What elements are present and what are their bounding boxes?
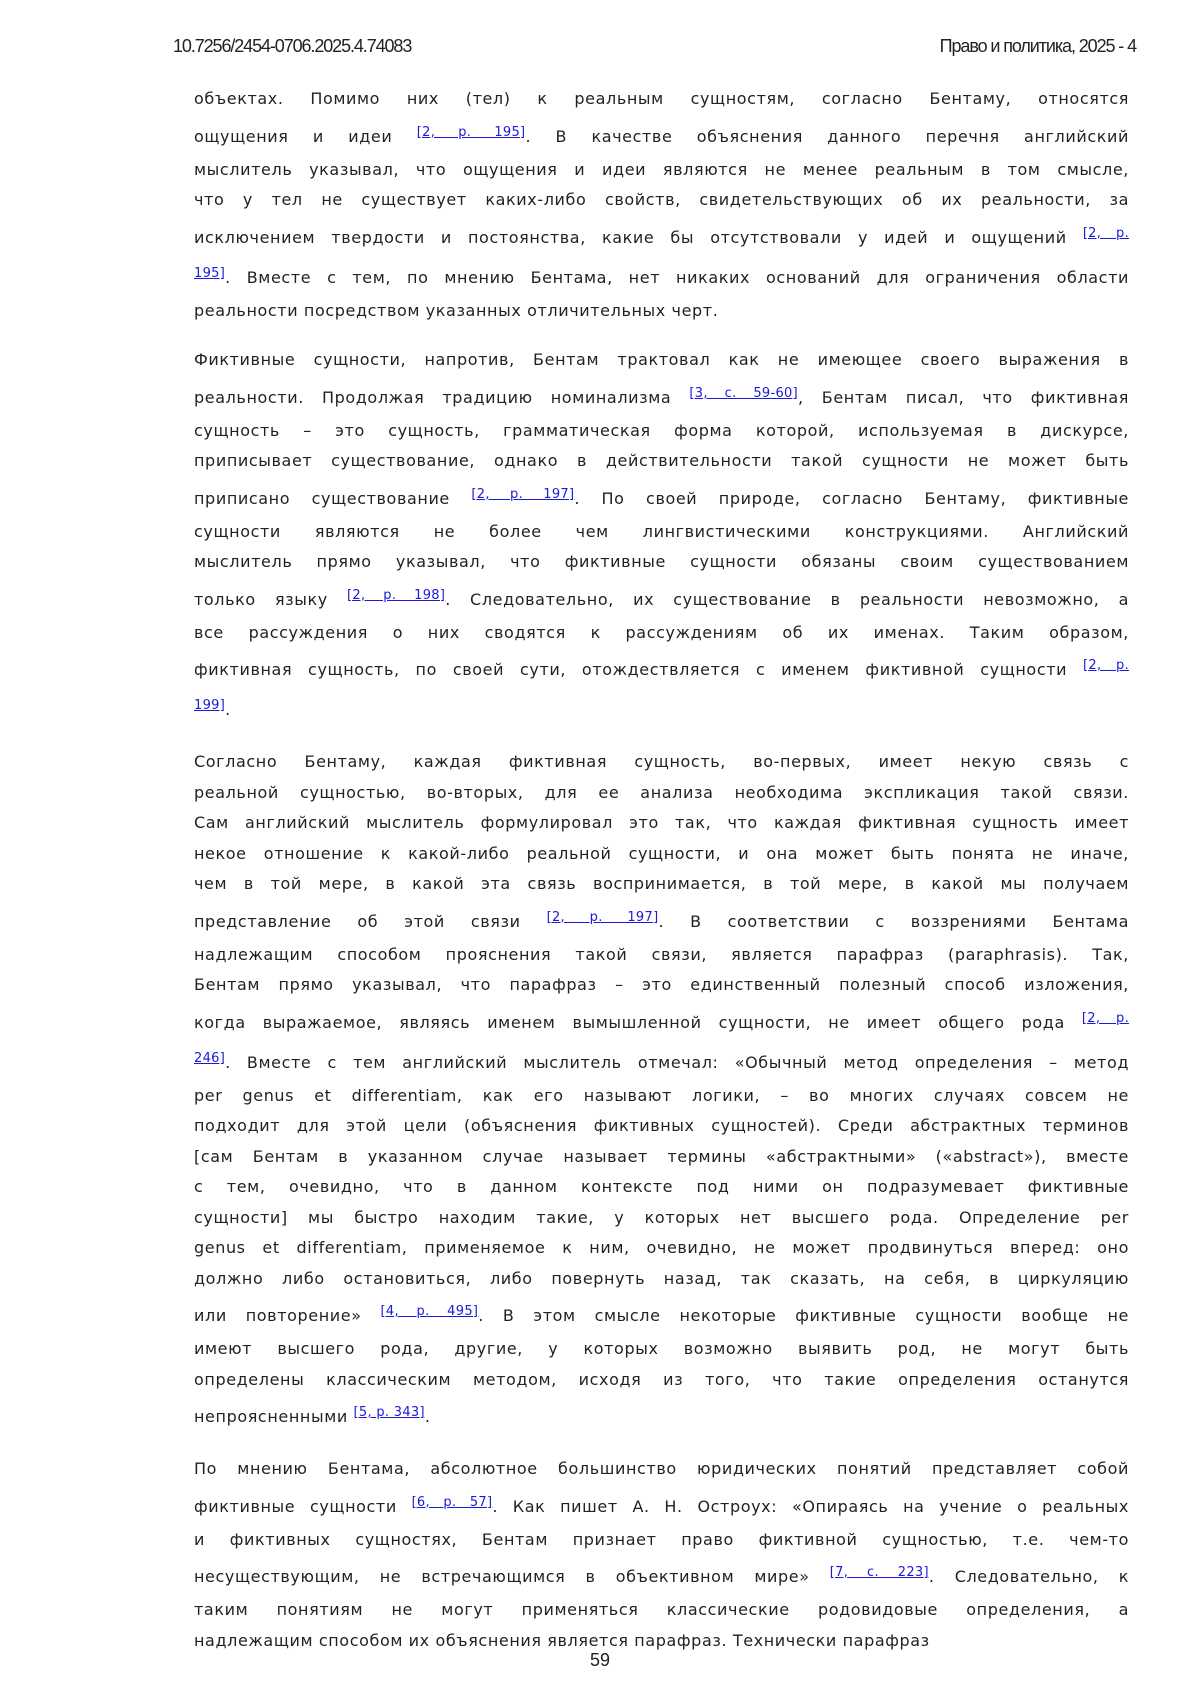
citation-link[interactable]: 246] [194, 1051, 225, 1066]
text-segment: genus et differentiam, применяемое к ним, очевидно, не может продвинуться вперед: оно [194, 1238, 1129, 1257]
text-segment: реальности посредством указанных отличительных черт. [194, 301, 718, 320]
text-segment: . Следовательно, их существование в реальности невозможно, а [445, 590, 1129, 609]
citation-link[interactable]: [2, p. 198] [347, 588, 445, 603]
text-line [194, 477, 1129, 517]
citation-link[interactable]: [2, p. [1083, 658, 1129, 673]
text-segment: определены классическим методом, исходя из того, что такие определения останутся [194, 1370, 1129, 1389]
citation-link[interactable]: [2, p. [1083, 226, 1129, 241]
paragraph [194, 747, 1129, 1435]
text-segment: реальности. Продолжая традицию номинализма [194, 388, 689, 407]
text-segment: . Следовательно, к [929, 1567, 1129, 1586]
text-segment: таким понятиям не могут применяться классические родовидовые определения, а [194, 1600, 1129, 1619]
text-segment: Бентам прямо указывал, что парафраз – это единственный полезный способ изложения, [194, 975, 1129, 994]
journal-header: Право и политика, 2025 - 4 [940, 36, 1136, 57]
text-segment: Согласно Бентаму, каждая фиктивная сущность, во-первых, имеет некую связь с [194, 752, 1129, 771]
text-segment: что у тел не существует каких-либо свойств, свидетельствующих об их реальности, за [194, 190, 1129, 209]
text-line [194, 1294, 1129, 1334]
text-line [194, 1172, 1129, 1203]
text-line [194, 256, 1129, 296]
citation-link[interactable]: [4, p. 495] [381, 1304, 479, 1319]
text-line [194, 839, 1129, 870]
text-segment: и фиктивных сущностях, Бентам признает право фиктивной сущностью, т.е. чем-то [194, 1530, 1129, 1549]
text-line [194, 1454, 1129, 1485]
text-line [194, 648, 1129, 688]
text-segment: . [225, 700, 231, 719]
citation-link[interactable]: 199] [194, 698, 225, 713]
text-line [194, 416, 1129, 447]
text-segment: . Вместе с тем английский мыслитель отмечал: «Обычный метод определения – метод [225, 1053, 1129, 1072]
text-line [194, 808, 1129, 839]
citation-link[interactable]: [5, p. 343] [354, 1405, 425, 1420]
text-line [194, 578, 1129, 618]
text-line [194, 940, 1129, 971]
text-line [194, 1142, 1129, 1173]
text-segment: надлежащим способом прояснения такой связи, является парафраз (paraphrasis). Так, [194, 945, 1129, 964]
text-segment: подходит для этой цели (объяснения фиктивных сущностей). Среди абстрактных терминов [194, 1116, 1129, 1135]
text-line [194, 1555, 1129, 1595]
text-segment: все рассуждения о них сводятся к рассуждениям об их именах. Таким образом, [194, 623, 1129, 642]
text-segment: несуществующим, не встречающимся в объективном мире» [194, 1567, 830, 1586]
text-segment: . В соответствии с воззрениями Бентама [658, 912, 1129, 931]
text-segment: . По своей природе, согласно Бентаму, фиктивные [574, 489, 1129, 508]
text-segment: По мнению Бентама, абсолютное большинство юридических понятий представляет собой [194, 1459, 1129, 1478]
text-segment: некое отношение к какой-либо реальной сущности, и она может быть понята не иначе, [194, 844, 1129, 863]
text-line [194, 970, 1129, 1001]
text-segment: должно либо остановиться, либо повернуть назад, так сказать, на себя, в циркуляцию [194, 1269, 1129, 1288]
text-line [194, 1203, 1129, 1234]
text-line [194, 1365, 1129, 1396]
text-line [194, 446, 1129, 477]
text-segment: чем в той мере, в какой эта связь воспринимается, в той мере, в какой мы получаем [194, 874, 1129, 893]
text-line [194, 296, 1129, 327]
text-line [194, 900, 1129, 940]
text-line [194, 869, 1129, 900]
text-segment: приписывает существование, однако в действительности такой сущности не может быть [194, 451, 1129, 470]
text-segment: per genus et differentiam, как его называют логики, – во многих случаях совсем не [194, 1086, 1129, 1105]
text-segment: фиктивная сущность, по своей сути, отождествляется с именем фиктивной сущности [194, 660, 1083, 679]
text-line [194, 778, 1129, 809]
text-segment: . Вместе с тем, по мнению Бентама, нет никаких оснований для ограничения области [225, 268, 1129, 287]
text-line [194, 1334, 1129, 1365]
text-segment: сущности] мы быстро находим такие, у которых нет высшего рода. Определение per [194, 1208, 1129, 1227]
paragraph [194, 345, 1129, 728]
text-line [194, 376, 1129, 416]
text-segment: Фиктивные сущности, напротив, Бентам трактовал как не имеющее своего выражения в [194, 350, 1129, 369]
citation-link[interactable]: 195] [194, 266, 225, 281]
text-segment: . В качестве объяснения данного перечня английский [525, 127, 1129, 146]
text-segment: приписано существование [194, 489, 471, 508]
text-line [194, 216, 1129, 256]
text-line [194, 115, 1129, 155]
text-line [194, 185, 1129, 216]
text-line [194, 688, 1129, 728]
text-segment: исключением твердости и постоянства, какие бы отсутствовали у идей и ощущений [194, 228, 1083, 247]
text-line [194, 155, 1129, 186]
text-segment: . [425, 1407, 431, 1426]
text-segment: Сам английский мыслитель формулировал это так, что каждая фиктивная сущность имеет [194, 813, 1129, 832]
text-segment: только языку [194, 590, 347, 609]
text-line [194, 1041, 1129, 1081]
text-line [194, 1111, 1129, 1142]
text-line [194, 1485, 1129, 1525]
text-line [194, 345, 1129, 376]
text-segment: . В этом смысле некоторые фиктивные сущности вообще не [478, 1306, 1129, 1325]
text-segment: объектах. Помимо них (тел) к реальным сущностям, согласно Бентаму, относятся [194, 89, 1129, 108]
citation-link[interactable]: [2, p. [1082, 1011, 1129, 1026]
citation-link[interactable]: [2, p. 195] [417, 125, 526, 140]
text-segment: ощущения и идеи [194, 127, 417, 146]
paragraph [194, 84, 1129, 326]
article-body [194, 84, 1129, 1675]
doi-header: 10.7256/2454-0706.2025.4.74083 [173, 36, 411, 57]
text-line [194, 618, 1129, 649]
text-segment: , Бентам писал, что фиктивная [798, 388, 1129, 407]
text-segment: непроясненными [194, 1407, 354, 1426]
citation-link[interactable]: [6, p. 57] [412, 1495, 493, 1510]
text-line [194, 1001, 1129, 1041]
text-segment: фиктивные сущности [194, 1497, 412, 1516]
citation-link[interactable]: [7, с. 223] [830, 1565, 929, 1580]
text-segment: мыслитель указывал, что ощущения и идеи являются не менее реальным в том смысле, [194, 160, 1129, 179]
text-line [194, 1081, 1129, 1112]
text-segment: или повторение» [194, 1306, 381, 1325]
text-segment: . Как пишет А. Н. Остроух: «Опираясь на учение о реальных [492, 1497, 1129, 1516]
page-number: 59 [0, 1650, 1200, 1671]
text-segment: представление об этой связи [194, 912, 547, 931]
citation-link[interactable]: [2, p. 197] [471, 487, 574, 502]
text-segment: реальной сущностью, во-вторых, для ее анализа необходима экспликация такой связи. [194, 783, 1129, 802]
text-segment: надлежащим способом их объяснения является парафраз. Технически парафраз [194, 1631, 930, 1650]
citation-link[interactable]: [2, p. 197] [547, 910, 659, 925]
text-segment: с тем, очевидно, что в данном контексте под ними он подразумевает фиктивные [194, 1177, 1129, 1196]
text-line [194, 517, 1129, 548]
paragraph [194, 1454, 1129, 1656]
text-segment: сущности являются не более чем лингвистическими конструкциями. Английский [194, 522, 1129, 541]
text-segment: сущность – это сущность, грамматическая форма которой, используемая в дискурсе, [194, 421, 1129, 440]
citation-link[interactable]: [3, с. 59-60] [689, 386, 798, 401]
text-line [194, 1395, 1129, 1435]
text-segment: [сам Бентам в указанном случае называет термины «абстрактными» («abstract»), вместе [194, 1147, 1129, 1166]
text-line [194, 84, 1129, 115]
text-segment: мыслитель прямо указывал, что фиктивные сущности обязаны своим существованием [194, 552, 1129, 571]
text-line [194, 547, 1129, 578]
text-line [194, 1525, 1129, 1556]
text-line [194, 1233, 1129, 1264]
text-segment: имеют высшего рода, другие, у которых возможно выявить род, не могут быть [194, 1339, 1129, 1358]
text-line [194, 747, 1129, 778]
text-line [194, 1595, 1129, 1626]
text-segment: когда выражаемое, являясь именем вымышленной сущности, не имеет общего рода [194, 1013, 1082, 1032]
text-line [194, 1264, 1129, 1295]
